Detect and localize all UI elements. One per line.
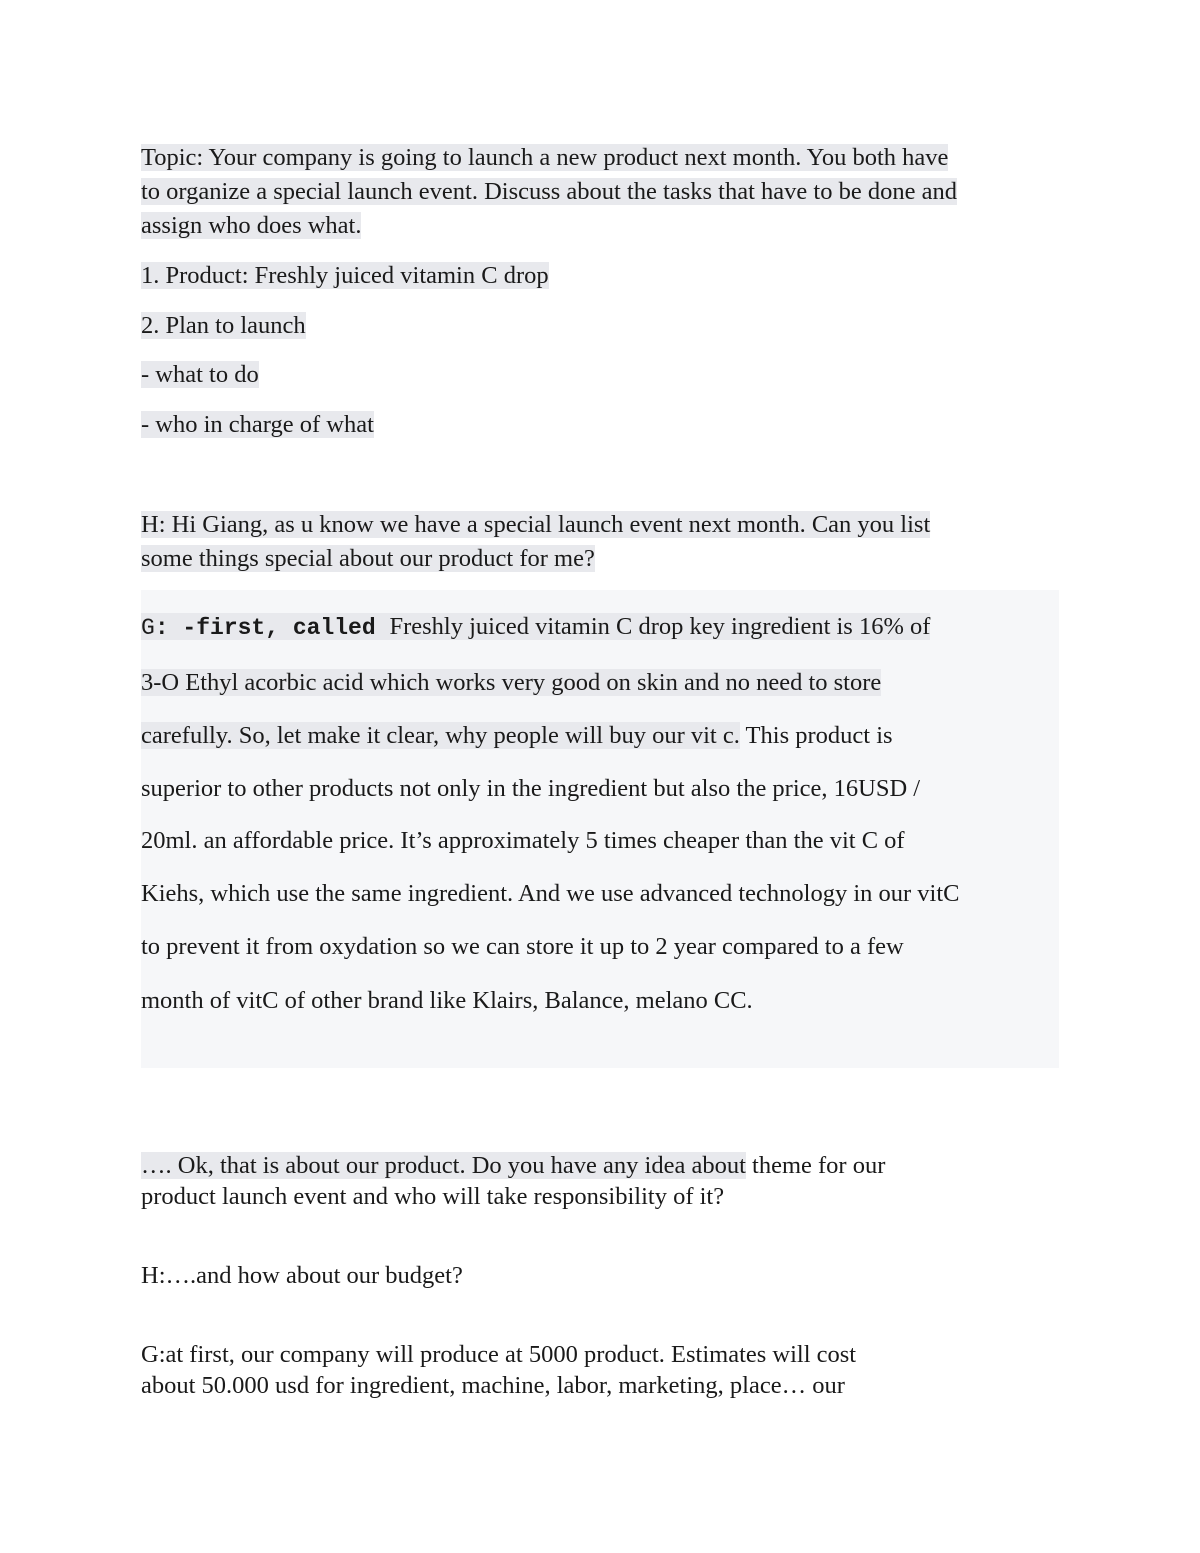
dialogue-h2-line: H:….and how about our budget? (141, 1262, 463, 1289)
dialogue-g1-line-2: 3-O Ethyl acorbic acid which works very good on skin and no need to store (141, 669, 882, 696)
dialogue-g1-line-4: superior to other products not only in the ingredient but also the price, 16USD / (141, 775, 921, 802)
dialogue-g1-line-1: G: -first, called Freshly juiced vitamin C drop key ingredient is 16% of (141, 613, 931, 641)
outline-item-3: - what to do (141, 361, 259, 388)
topic-line-2: to organize a special launch event. Discuss about the tasks that have to be done and (141, 178, 957, 205)
dialogue-g1-line-8: month of vitC of other brand like Klairs, Balance, melano CC. (141, 987, 753, 1014)
dialogue-g2-line-1: G:at first, our company will produce at 5000 product. Estimates will cost (141, 1341, 857, 1368)
dialogue-h1-line-2: some things special about our product for me? (141, 545, 595, 572)
outline-item-1: 1. Product: Freshly juiced vitamin C drop (141, 262, 549, 289)
dialogue-g1-line-3: carefully. So, let make it clear, why people will buy our vit c. This product is (141, 722, 893, 749)
topic-line-1: Topic: Your company is going to launch a new product next month. You both have (141, 144, 949, 171)
dialogue-2-line-1: …. Ok, that is about our product. Do you have any idea about theme for our (141, 1152, 886, 1179)
dialogue-g1-line-5: 20ml. an affordable price. It’s approximately 5 times cheaper than the vit C of (141, 827, 905, 854)
dialogue-g1-line-7: to prevent it from oxydation so we can store it up to 2 year compared to a few (141, 933, 904, 960)
outline-item-2: 2. Plan to launch (141, 312, 306, 339)
dialogue-g1-line-6: Kiehs, which use the same ingredient. And we use advanced technology in our vitC (141, 880, 960, 907)
dialogue-h1-line-1: H: Hi Giang, as u know we have a special launch event next month. Can you list (141, 511, 931, 538)
topic-line-3: assign who does what. (141, 212, 362, 239)
dialogue-2-line-2: product launch event and who will take responsibility of it? (141, 1183, 725, 1210)
outline-item-4: - who in charge of what (141, 411, 374, 438)
dialogue-g2-line-2: about 50.000 usd for ingredient, machine, labor, marketing, place… our (141, 1372, 845, 1399)
